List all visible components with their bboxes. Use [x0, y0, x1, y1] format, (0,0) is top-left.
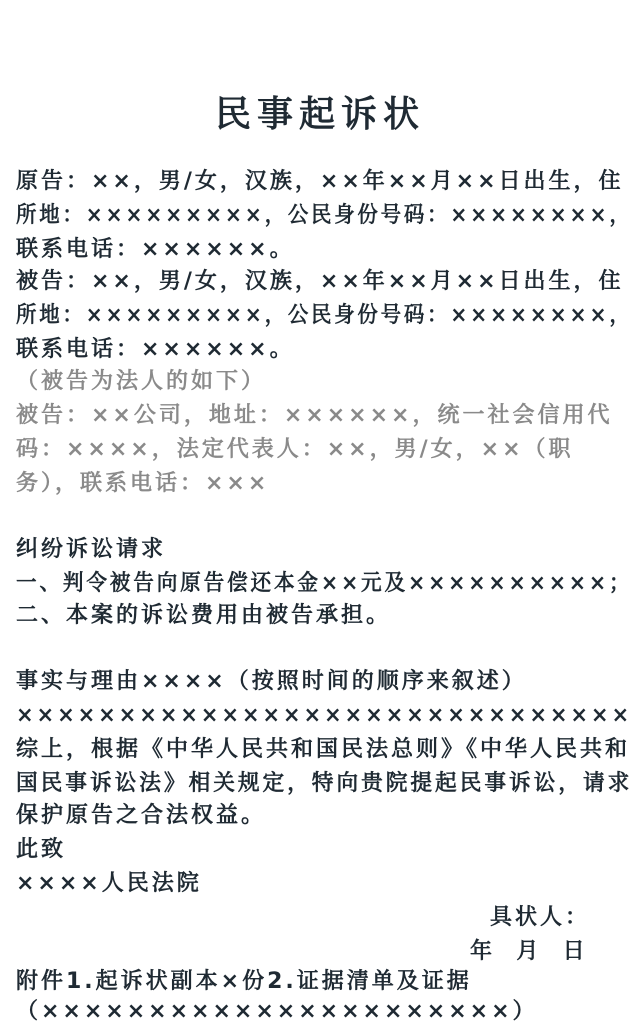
legal-person-line-3: 务），联系电话：××× [16, 471, 270, 496]
claims-heading: 纠纷诉讼请求 [16, 537, 167, 562]
plaintiff-line-3: 联系电话：××××××。 [16, 237, 295, 262]
legal-person-heading: （被告为法人的如下） [16, 369, 267, 394]
plaintiff-line-2: 所地：×××××××××，公民身份号码：××××××××， [16, 203, 633, 228]
court-name: ××××人民法院 [16, 871, 202, 896]
conclusion-line-1: 综上，根据《中华人民共和国民法总则》《中华人民共和 [16, 737, 631, 762]
defendant-line-1: 被告：××，男/女，汉族，××年××月××日出生，住 [16, 269, 624, 294]
attachments-line-1: 附件1.起诉状副本×份2.证据清单及证据 [16, 969, 472, 994]
date-label: 年 月 日 [470, 939, 588, 964]
defendant-line-2: 所地：×××××××××，公民身份号码：××××××××， [16, 303, 633, 328]
claim-item-1: 一、判令被告向原告偿还本金××元及××××××××××； [16, 571, 633, 596]
plaintiff-signature-label: 具状人： [490, 905, 591, 930]
legal-person-line-2: 码：××××，法定代表人：××，男/女，××（职 [16, 437, 574, 462]
document-title: 民事起诉状 [214, 94, 425, 135]
attachments-line-2: （××××××××××××××××××××××） [16, 999, 538, 1024]
conclusion-line-2: 国民事诉讼法》相关规定，特向贵院提起民事诉讼，请求 [16, 771, 633, 796]
facts-placeholder: ×××××××××××××××××××××××××××××× [16, 703, 633, 728]
legal-person-line-1: 被告：××公司，地址：××××××，统一社会信用代 [16, 403, 613, 428]
claim-item-2: 二、本案的诉讼费用由被告承担。 [16, 603, 392, 628]
conclusion-line-3: 保护原告之合法权益。 [16, 803, 267, 828]
defendant-line-3: 联系电话：××××××。 [16, 337, 295, 362]
facts-heading: 事实与理由××××（按照时间的顺序来叙述） [16, 669, 527, 694]
salutation: 此致 [16, 837, 67, 862]
plaintiff-line-1: 原告：××，男/女，汉族，××年××月××日出生，住 [16, 169, 624, 194]
